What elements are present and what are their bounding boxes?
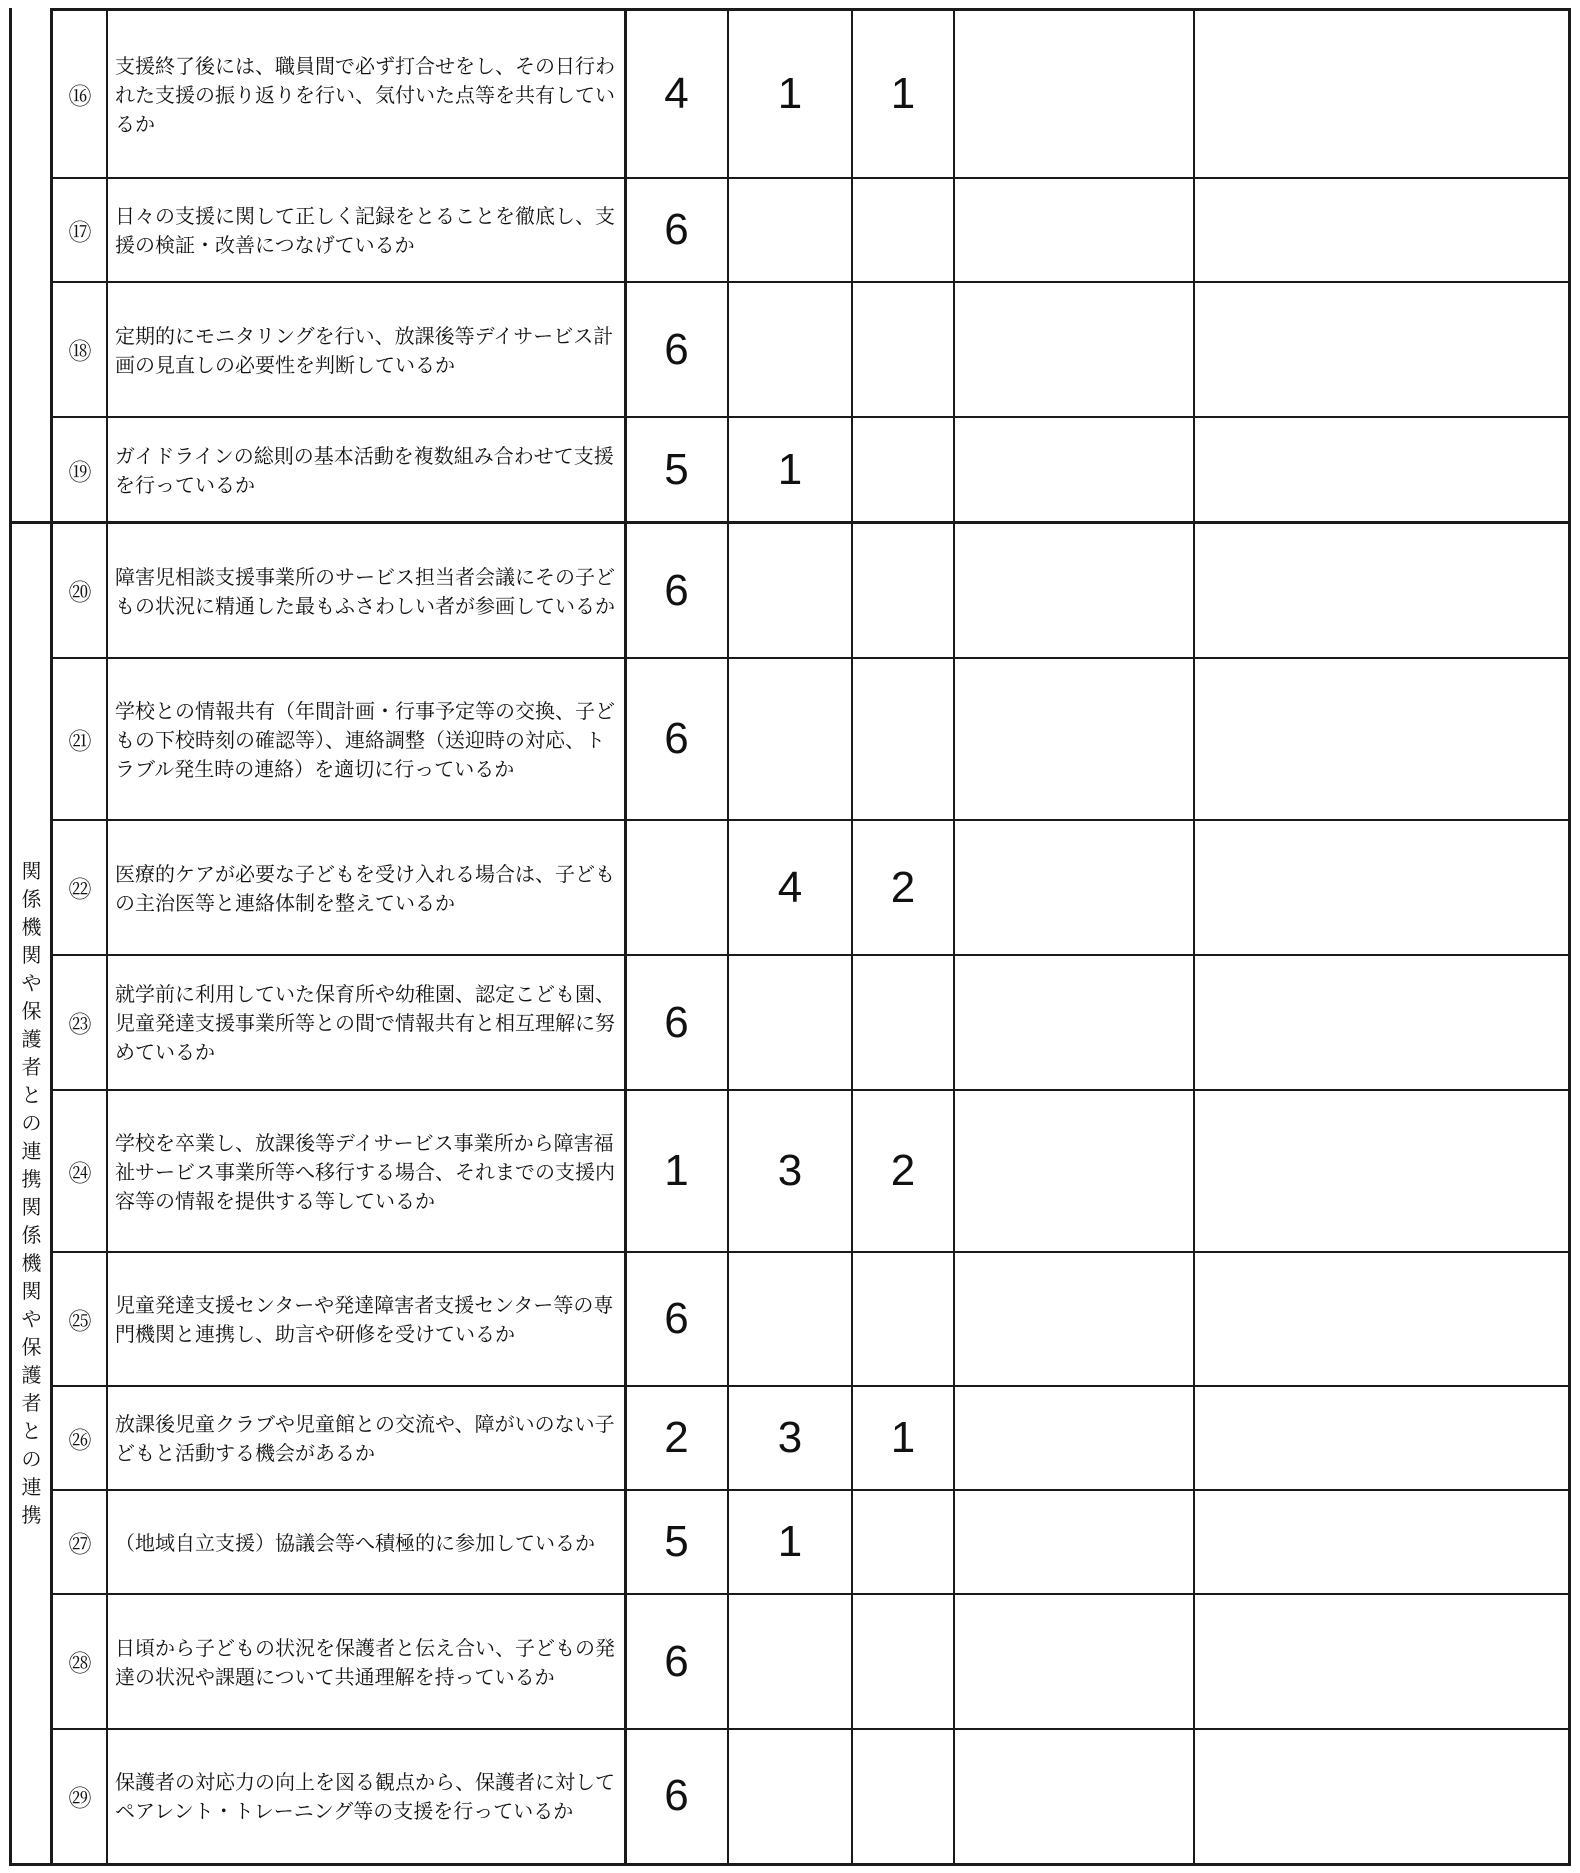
count-cell: 1	[777, 69, 803, 118]
count-cell: 6	[664, 997, 689, 1047]
question-text	[107, 955, 625, 1090]
question-text	[107, 820, 625, 955]
count-cell	[728, 1729, 852, 1863]
count-cell: 6	[664, 1294, 689, 1343]
count-cell: 2	[890, 862, 916, 912]
grid-line	[50, 8, 53, 1866]
item-number: ㉗	[68, 1531, 92, 1558]
count-cell	[728, 658, 852, 820]
question-label: 学校を卒業し、放課後等デイサービス事業所から障害福祉サービス事業所等へ移行する場合、それまでの支援内容等の情報を提供する等しているか	[115, 1130, 615, 1213]
grid-line	[50, 8, 1571, 11]
count-cell	[852, 282, 954, 417]
question-label: 定期的にモニタリングを行い、放課後等デイサービス計画の見直しの必要性を判断しているか	[115, 323, 614, 377]
count-cell	[728, 1594, 852, 1729]
count-cell: 6	[664, 205, 689, 254]
item-number: ㉘	[68, 1651, 92, 1677]
question-text	[107, 1386, 625, 1490]
question-label: 放課後児童クラブや児童館との交流や、障がいのない子どもと活動する機会があるか	[115, 1412, 615, 1465]
count-cell	[852, 1490, 954, 1594]
question-text	[107, 1090, 625, 1252]
count-cell: 1	[890, 1413, 916, 1462]
question-label: 障害児相談支援事業所のサービス担当者会議にその子どもの状況に精通した最もふさわしい者が参画しているか	[115, 564, 615, 618]
category-cell	[12, 523, 51, 1863]
count-cell: 3	[777, 1413, 803, 1462]
grid-line	[9, 1863, 1571, 1866]
grid-line	[50, 1089, 1571, 1091]
count-cell: 1	[777, 1517, 803, 1566]
grid-line	[50, 819, 1571, 821]
item-number: ⑲	[68, 459, 92, 486]
grid-line	[9, 8, 12, 1866]
item-number: ㉔	[68, 1160, 92, 1187]
count-cell	[852, 417, 954, 523]
count-cell: 2	[664, 1413, 689, 1462]
count-cell: 5	[664, 445, 689, 494]
count-cell: 6	[664, 565, 689, 615]
count-cell	[852, 658, 954, 820]
count-cell: 6	[664, 1636, 689, 1686]
item-number: ㉖	[68, 1427, 92, 1454]
grid-line	[50, 657, 1571, 659]
grid-line	[9, 521, 1571, 524]
grid-line	[50, 954, 1571, 956]
count-cell	[728, 523, 852, 658]
item-number: ⑯	[68, 83, 92, 110]
item-number: ⑱	[68, 339, 92, 365]
count-cell: 1	[890, 69, 916, 118]
question-text	[107, 10, 625, 178]
count-cell: 5	[664, 1517, 689, 1566]
count-cell: 6	[664, 1771, 689, 1820]
question-text	[107, 1490, 625, 1594]
count-cell: 4	[777, 862, 803, 912]
count-cell	[728, 282, 852, 417]
count-cell: 4	[664, 69, 689, 118]
grid-line	[50, 1489, 1571, 1491]
grid-line	[1193, 8, 1195, 1866]
count-cell: 6	[664, 324, 689, 374]
question-label: 日頃から子どもの状況を保護者と伝え合い、子どもの発達の状況や課題について共通理解を持っているか	[115, 1635, 615, 1689]
count-cell	[728, 178, 852, 282]
question-text	[107, 523, 625, 658]
count-cell	[728, 1252, 852, 1386]
grid-line	[50, 1385, 1571, 1387]
count-cell	[852, 178, 954, 282]
question-label: 保護者の対応力の向上を図る観点から、保護者に対してペアレント・トレーニング等の支援を行っているか	[115, 1770, 615, 1823]
item-number: ㉑	[68, 728, 92, 755]
category-cell	[12, 10, 51, 523]
grid-line	[953, 8, 955, 1866]
question-label: 医療的ケアが必要な子どもを受け入れる場合は、子どもの主治医等と連絡体制を整えているか	[115, 861, 615, 915]
item-number: ㉓	[68, 1012, 92, 1038]
question-text	[107, 178, 625, 282]
question-text	[107, 1729, 625, 1863]
question-label: 児童発達支援センターや発達障害者支援センター等の専門機関と連携し、助言や研修を受けているか	[115, 1293, 614, 1346]
question-text	[107, 417, 625, 523]
count-cell	[852, 955, 954, 1090]
grid-line	[50, 177, 1571, 179]
grid-line	[50, 281, 1571, 283]
grid-line	[624, 8, 627, 1866]
category-label: 関係機関や保護者との連携関係機関や保護者との連携	[21, 859, 42, 1527]
grid-line	[50, 1251, 1571, 1253]
item-number: ㉒	[68, 877, 92, 903]
grid-line	[50, 1593, 1571, 1595]
grid-line	[851, 8, 853, 1866]
count-cell	[852, 1729, 954, 1863]
grid-line	[727, 8, 729, 1866]
count-cell	[728, 955, 852, 1090]
question-label: 学校との情報共有（年間計画・行事予定等の交換、子どもの下校時刻の確認等）、連絡調整（送迎時の対応、トラブル発生時の連絡）を適切に行っているか	[115, 698, 615, 781]
question-text	[107, 282, 625, 417]
grid-line	[1568, 8, 1571, 1866]
count-cell: 3	[777, 1146, 803, 1195]
count-cell: 1	[777, 445, 803, 494]
question-text	[107, 1252, 625, 1386]
grid-line	[50, 416, 1571, 418]
count-cell: 1	[664, 1146, 689, 1195]
count-cell	[852, 1252, 954, 1386]
question-text	[107, 1594, 625, 1729]
grid-line	[106, 8, 108, 1866]
item-number: ㉙	[68, 1785, 92, 1812]
count-cell: 2	[890, 1146, 916, 1195]
count-cell: 6	[664, 714, 689, 763]
item-number: ⑳	[68, 580, 92, 606]
question-label: 支援終了後には、職員間で必ず打合せをし、その日行われた支援の振り返りを行い、気付いた点等を共有しているか	[115, 53, 615, 136]
item-number: ㉕	[68, 1308, 92, 1335]
item-number: ⑰	[68, 219, 92, 246]
count-cell	[852, 1594, 954, 1729]
question-label: 就学前に利用していた保育所や幼稚園、認定こども園、児童発達支援事業所等との間で情報共有と相互理解に努めているか	[115, 982, 615, 1064]
question-label: ガイドラインの総則の基本活動を複数組み合わせて支援を行っているか	[115, 444, 614, 497]
question-text	[107, 658, 625, 820]
count-cell	[625, 820, 728, 955]
count-cell	[852, 523, 954, 658]
question-label: 日々の支援に関して正しく記録をとることを徹底し、支援の検証・改善につなげているか	[115, 204, 615, 257]
grid-line	[50, 1728, 1571, 1730]
question-label: （地域自立支援）協議会等へ積極的に参加しているか	[115, 1530, 595, 1555]
